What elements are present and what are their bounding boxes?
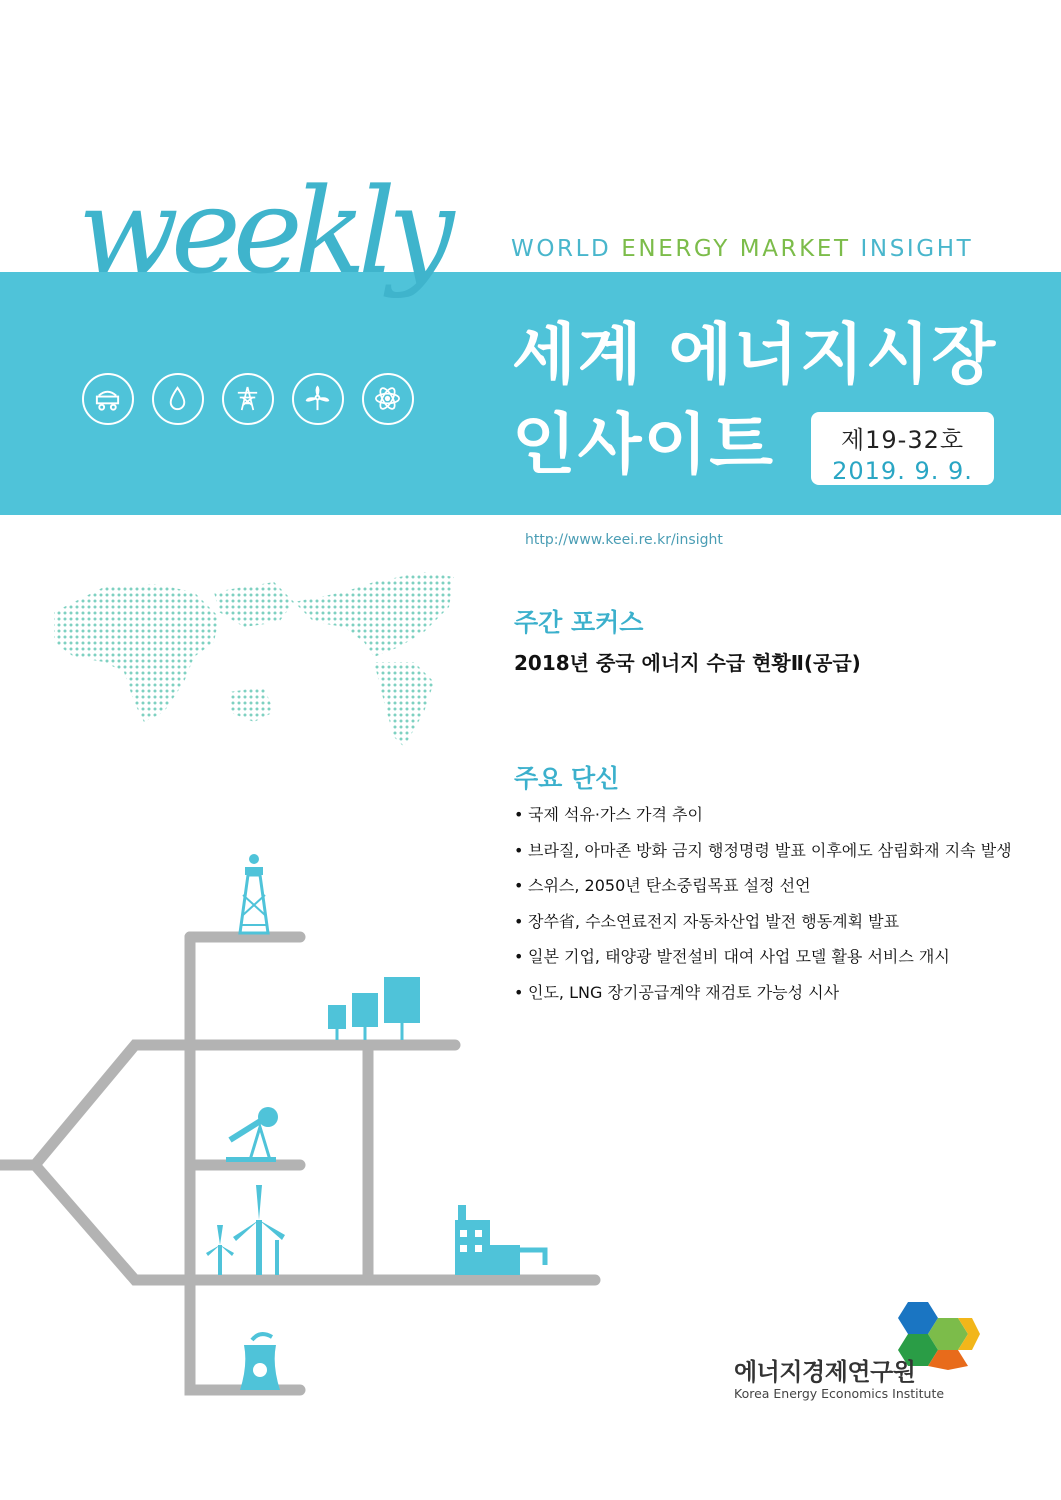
- energy-infrastructure-illustration: [0, 845, 620, 1405]
- subtitle-word-insight: INSIGHT: [860, 236, 974, 262]
- subtitle-word-market: MARKET: [739, 236, 851, 262]
- weekly-logo: [78, 140, 498, 340]
- wind-turbine-icon: [292, 373, 344, 425]
- institute-name-english: Korea Energy Economics Institute: [734, 1386, 945, 1401]
- news-item-text: 장쑤省, 수소연료전지 자동차산업 발전 행동계획 발표: [528, 911, 900, 931]
- oil-drop-icon: [152, 373, 204, 425]
- subtitle-english: [511, 236, 973, 262]
- bullet-icon: •: [514, 982, 524, 1002]
- weekly-focus-heading: 주간 포커스: [514, 608, 644, 637]
- page-title-line2: 인사이트: [512, 406, 776, 483]
- wind-turbines-icon: [206, 1185, 285, 1275]
- page-title-line1: 세계 에너지시장: [512, 316, 998, 393]
- bullet-icon: •: [514, 805, 524, 824]
- news-item-text: 브라질, 아마존 방화 금지 행정명령 발표 이후에도 삼림화재 지속 발생: [528, 840, 1012, 860]
- energy-icon-row: [82, 373, 422, 425]
- svg-text:weekly: weekly: [78, 162, 447, 300]
- subtitle-word-world: WORLD: [511, 236, 612, 262]
- pump-jack-icon: [226, 1107, 278, 1162]
- factory-icon: [455, 1205, 545, 1275]
- news-item-text: 스위스, 2050년 탄소중립목표 설정 선언: [528, 876, 811, 895]
- issue-badge: [811, 412, 994, 485]
- news-item-text: 일본 기업, 태양광 발전설비 대여 사업 모델 활용 서비스 개시: [528, 947, 950, 966]
- subtitle-word-energy: ENERGY: [621, 236, 730, 262]
- issue-date: 2019. 9. 9.: [832, 457, 973, 485]
- solar-panel-icon: [328, 977, 420, 1040]
- bullet-icon: •: [514, 876, 524, 895]
- news-item-text: 국제 석유·가스 가격 추이: [528, 805, 703, 824]
- atom-icon: [362, 373, 414, 425]
- bullet-icon: •: [514, 840, 524, 860]
- bullet-icon: •: [514, 911, 524, 931]
- major-news-heading: 주요 단신: [514, 764, 620, 793]
- website-url[interactable]: http://www.keei.re.kr/insight: [525, 532, 723, 548]
- weekly-focus-title[interactable]: 2018년 중국 에너지 수급 현황Ⅱ(공급): [514, 651, 861, 675]
- bullet-icon: •: [514, 947, 524, 966]
- news-item-text: 인도, LNG 장기공급계약 재검토 가능성 시사: [528, 982, 840, 1002]
- coal-cart-icon: [82, 373, 134, 425]
- power-tower-icon: [222, 373, 274, 425]
- world-map-illustration: [44, 562, 464, 762]
- issue-number: 제19-32호: [840, 426, 965, 454]
- institute-name-korean: 에너지경제연구원: [734, 1358, 916, 1386]
- list-item[interactable]: [514, 801, 1012, 837]
- nuclear-plant-icon: [240, 1334, 280, 1390]
- oil-rig-icon: [240, 854, 268, 933]
